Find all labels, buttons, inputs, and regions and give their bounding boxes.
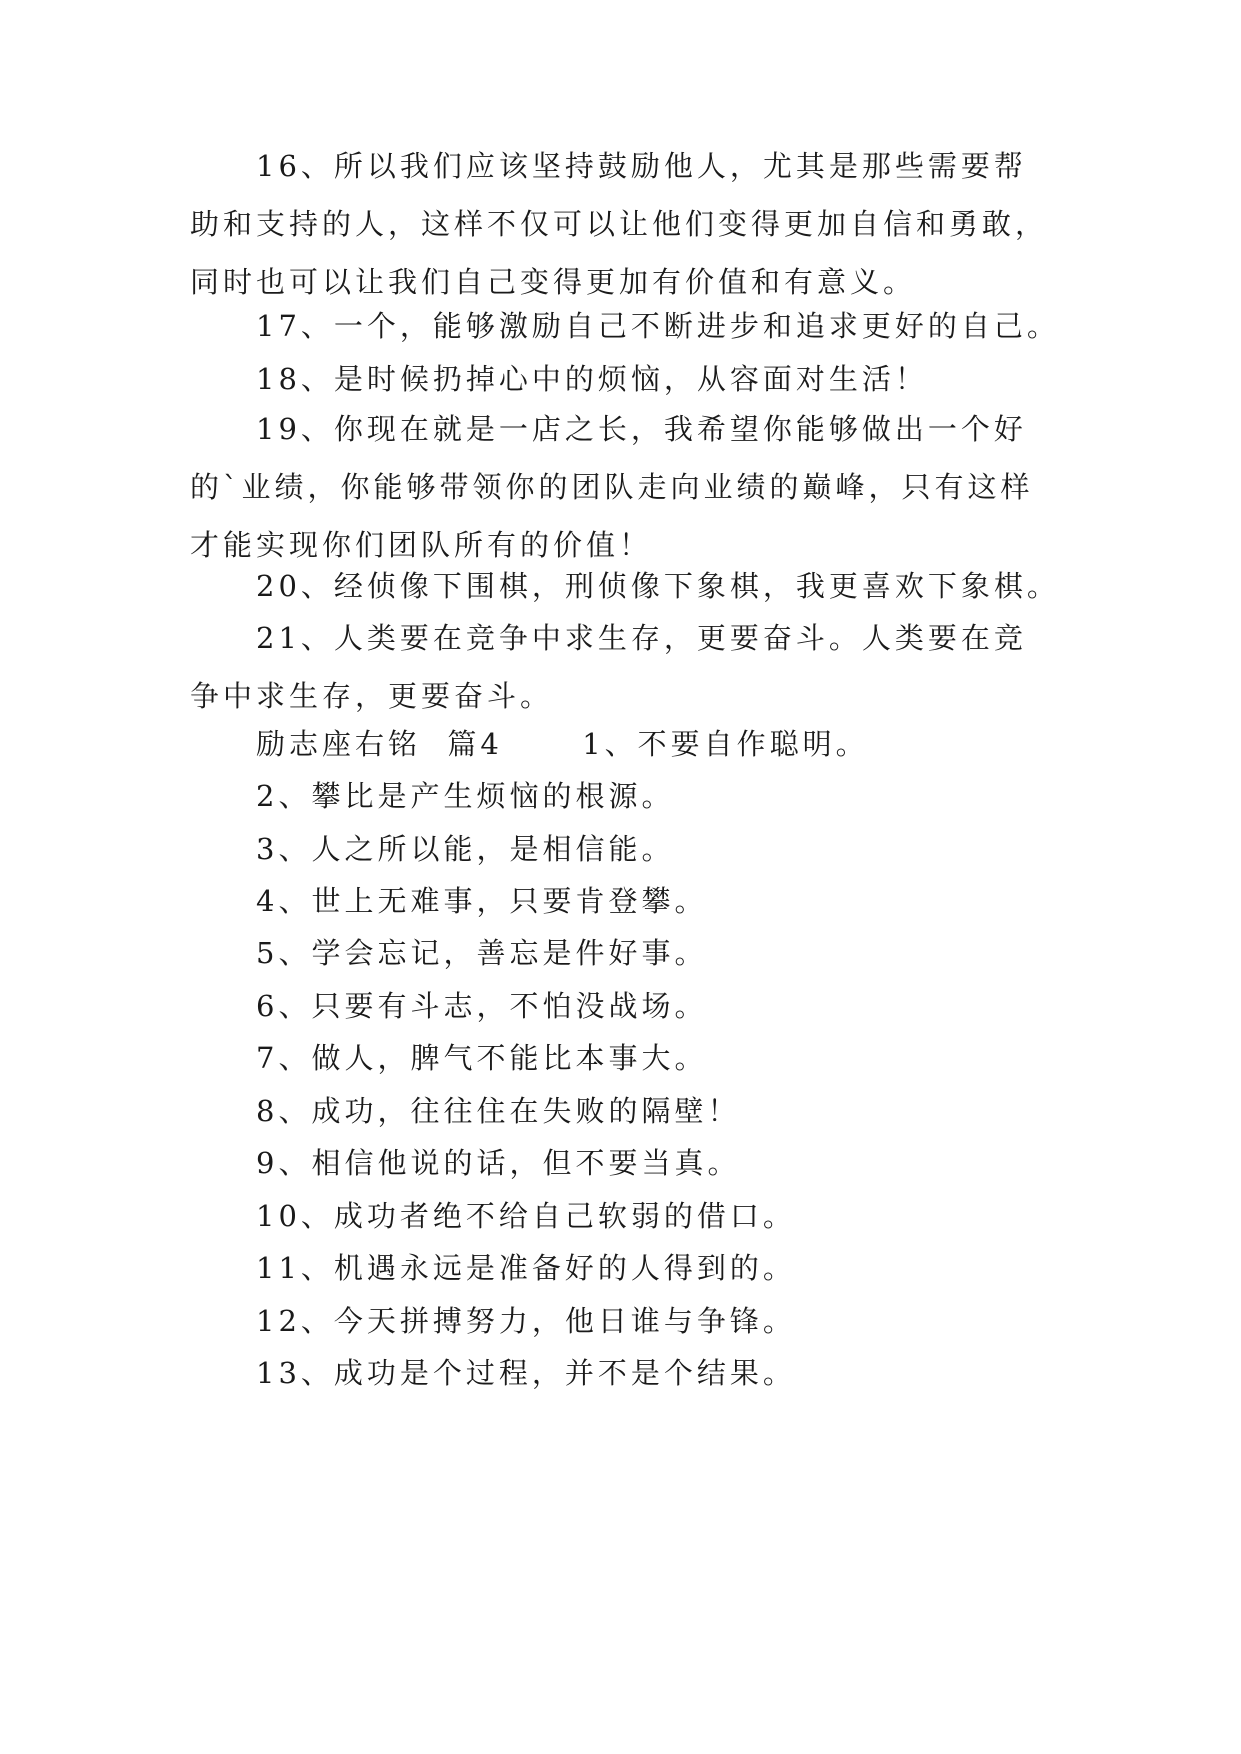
paragraph-17: 17、一个，能够激励自己不断进步和追求更好的自己。 [256,309,1060,343]
paragraph-16: 16、所以我们应该坚持鼓励他人，尤其是那些需要帮助和支持的人，这样不仅可以让他们变得更加自信和勇敢，同时也可以让我们自己变得更加有价值和有意义。 [190,149,1049,299]
list-item: 8、成功，往往住在失败的隔壁！ [256,1094,741,1128]
list-item: 10、成功者绝不给自己软弱的借口。 [256,1199,796,1233]
paragraph-18: 18、是时候扔掉心中的烦恼，从容面对生活！ [256,362,928,396]
list-item: 5、学会忘记，善忘是件好事。 [256,936,708,970]
list-item: 6、只要有斗志，不怕没战场。 [256,989,708,1023]
list-item: 4、世上无难事，只要肯登攀。 [256,884,708,918]
list-item: 2、攀比是产生烦恼的根源。 [256,779,675,813]
list-item: 7、做人，脾气不能比本事大。 [256,1041,708,1075]
list-item: 12、今天拼搏努力，他日谁与争锋。 [256,1304,796,1338]
list-item: 11、机遇永远是准备好的人得到的。 [256,1251,796,1285]
paragraph-19: 19、你现在就是一店之长，我希望你能够做出一个好的`业绩，你能够带领你的团队走向业绩的巅峰，只有这样才能实现你们团队所有的价值！ [190,412,1034,562]
paragraph-21: 21、人类要在竞争中求生存，更要奋斗。人类要在竞争中求生存，更要奋斗。 [190,621,1027,713]
section-heading-pian4: 励志座右铭 篇4 1、不要自作聪明。 [256,727,869,761]
list-item: 9、相信他说的话，但不要当真。 [256,1146,741,1180]
paragraph-20: 20、经侦像下围棋，刑侦像下象棋，我更喜欢下象棋。 [256,569,1060,603]
list-item: 13、成功是个过程，并不是个结果。 [256,1356,796,1390]
list-item: 3、人之所以能，是相信能。 [256,832,675,866]
